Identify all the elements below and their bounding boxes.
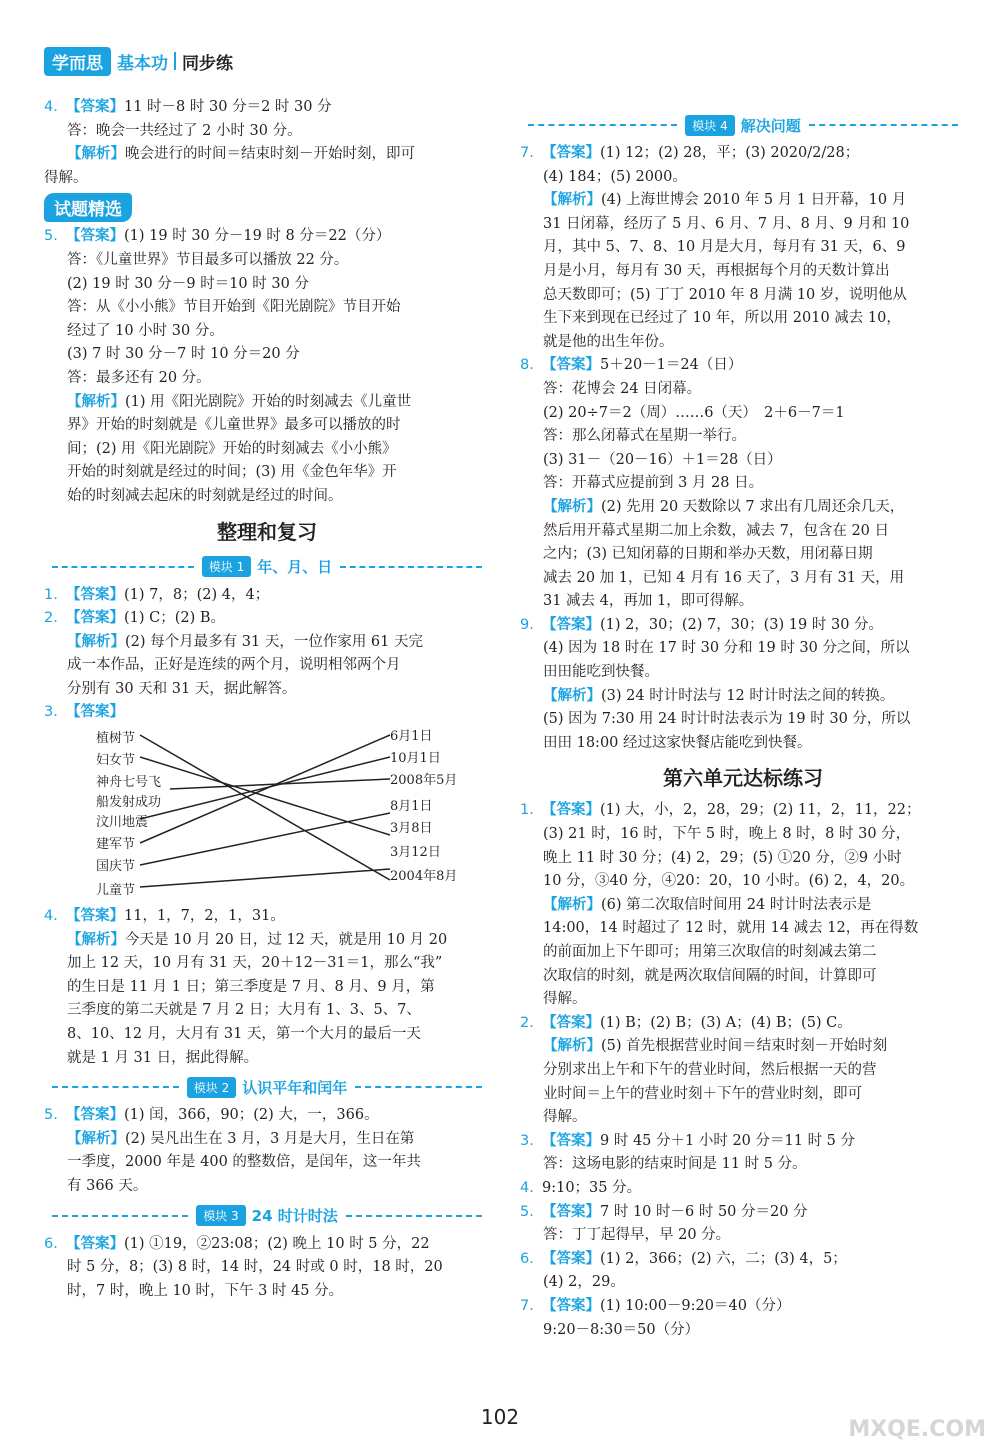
module-header (44, 1202, 490, 1230)
analysis-line: 业时间＝上午的营业时刻＋下午的营业时刻，即可 (543, 1085, 862, 1102)
module-header (520, 111, 966, 139)
answer-tag: 【答案】 (66, 99, 124, 115)
answer-tag: 【答案】 (542, 1297, 600, 1314)
question-number: 2. (44, 610, 58, 627)
analysis-line: 得解。 (543, 991, 587, 1008)
module-title: 年、月、日 (257, 558, 333, 576)
module-title: 24 时计时法 (251, 1207, 338, 1226)
analysis-tag: 【解析】 (543, 687, 601, 704)
answer-text: 9:10；35 分。 (542, 1179, 642, 1196)
match-left-item: 儿童节 (96, 883, 136, 899)
answer-line: 答：最多还有 20 分。 (67, 369, 211, 386)
answer-text: 11 时－8 时 30 分＝2 时 30 分 (124, 99, 332, 115)
answer-tag: 【答案】 (542, 1014, 600, 1031)
answer-line: 田田能吃到快餐。 (543, 664, 659, 681)
analysis-line: 分别有 30 天和 31 天，据此解答。 (67, 680, 297, 697)
answer-text: 11，1，7，2，1，31。 (124, 908, 285, 925)
divider (346, 1215, 482, 1217)
analysis-line: 月，其中 5、7、8、10 月是大月，每月有 31 天，6、9 (543, 239, 906, 256)
analysis-line (44, 1128, 490, 1152)
question-number: 8. (520, 357, 534, 374)
analysis-line (44, 391, 490, 415)
answer-line (520, 1130, 966, 1154)
answer-line (44, 607, 490, 631)
question-number: 4. (520, 1179, 534, 1196)
analysis-text: (6) 第二次取信时间用 24 时计时法表示是 (601, 896, 872, 913)
answer-line: (4) 2，29。 (543, 1274, 625, 1291)
analysis-text: (3) 24 时计时法与 12 时计时法之间的转换。 (601, 687, 895, 704)
analysis-line: 三季度的第二天就是 7 月 2 日；大月有 1、3、5、7、 (67, 1002, 421, 1019)
analysis-tag: 【解析】 (543, 498, 601, 515)
analysis-line: 就是他的出生年份。 (543, 333, 674, 350)
analysis-line: 总天数即可；(5) 丁丁 2010 年 8 月满 10 岁，说明他从 (543, 286, 907, 303)
divider (528, 124, 677, 126)
analysis-line: 之内；(3) 已知闭幕的日期和举办天数，用闭幕日期 (543, 546, 873, 563)
question-number: 7. (520, 145, 534, 161)
analysis-line: 然后用开幕式星期二加上余数，减去 7，包含在 20 日 (543, 522, 890, 539)
answer-tag: 【答案】 (542, 616, 600, 633)
answer-line (520, 1177, 966, 1201)
analysis-line: 31 日闭幕，经历了 5 月、6 月、7 月、8 月、9 月和 10 (543, 215, 910, 232)
analysis-line (44, 929, 490, 953)
answer-text: 9 时 45 分＋1 小时 20 分＝11 时 5 分 (600, 1132, 856, 1149)
answer-line: 答：丁丁起得早，早 20 分。 (543, 1227, 731, 1244)
answer-text: (1) 大，小，2，28，29；(2) 11，2，11，22； (600, 802, 921, 819)
question-number: 5. (44, 228, 58, 245)
module-header (44, 1073, 490, 1101)
answer-text: (1) 19 时 30 分－19 时 8 分＝22（分） (124, 228, 391, 245)
question-number: 7. (520, 1297, 534, 1314)
answer-line (44, 701, 490, 725)
answer-line: (2) 19 时 30 分－9 时＝10 时 30 分 (67, 275, 309, 292)
brand-series: 基本功 (117, 53, 168, 74)
analysis-line: 的生日是 11 月 1 日；第三季度是 7 月、8 月、9 月，第 (67, 978, 435, 995)
header-divider (174, 52, 176, 70)
module-badge: 模块 1 (202, 556, 251, 577)
module-title: 认识平年和闰年 (242, 1078, 348, 1097)
question-number: 3. (44, 704, 58, 721)
right-column (520, 108, 966, 1342)
analysis-line (44, 143, 490, 167)
analysis-line: 始的时刻减去起床的时刻就是经过的时间。 (67, 487, 343, 504)
answer-text: (1) B；(2) B；(3) A；(4) B；(5) C。 (600, 1014, 852, 1031)
analysis-text: (5) 首先根据营业时间＝结束时刻－开始时刻 (601, 1038, 888, 1055)
answer-text: (1) 12；(2) 28，平；(3) 2020/2/28； (600, 145, 860, 161)
analysis-line: 得解。 (543, 1109, 587, 1126)
question-number: 4. (44, 908, 58, 925)
answer-tag: 【答案】 (66, 610, 124, 627)
answer-line: 答：从《小小熊》节目开始到《阳光剧院》节目开始 (67, 299, 401, 316)
answer-tag: 【答案】 (542, 357, 600, 374)
match-left-item: 妇女节 (96, 753, 136, 769)
match-left-item: 船发射成功 (96, 795, 162, 811)
answer-line: 10 分，③40 分，④20：20，10 小时。(6) 2，4，20。 (543, 873, 915, 890)
answer-line (520, 1295, 966, 1319)
analysis-line: 界》开始的时刻就是《儿童世界》最多可以播放的时 (67, 417, 401, 434)
answer-line (44, 584, 490, 608)
answer-text: (1) C；(2) B。 (124, 610, 226, 627)
page-header (44, 48, 233, 74)
analysis-line: 一季度，2000 年是 400 的整数倍，是闰年，这一年共 (67, 1154, 421, 1171)
module-header (44, 553, 490, 581)
answer-line (520, 1248, 966, 1272)
match-line (140, 757, 390, 835)
answer-tag: 【答案】 (542, 1250, 600, 1267)
analysis-line: 田田 18:00 经过这家快餐店能吃到快餐。 (543, 734, 812, 751)
answer-line (520, 614, 966, 638)
answer-line (44, 96, 490, 120)
answer-line: 时，7 时，晚上 10 时，下午 3 时 45 分。 (67, 1282, 344, 1299)
answer-line: 经过了 10 小时 30 分。 (67, 322, 224, 339)
match-left-item: 建军节 (96, 837, 136, 853)
matching-diagram (44, 725, 490, 905)
answer-line: 答：这场电影的结束时间是 11 时 5 分。 (543, 1156, 807, 1173)
analysis-tag: 【解析】 (543, 192, 601, 209)
book-type: 同步练 (182, 53, 233, 74)
analysis-line: 8、10、12 月，大月有 31 天，第一个大月的最后一天 (67, 1026, 421, 1043)
answer-tag: 【答案】 (66, 586, 124, 603)
match-line (140, 813, 390, 865)
analysis-line: 的前面加上下午即可；用第三次取信的时刻减去第二 (543, 944, 877, 960)
analysis-tag: 【解析】 (67, 633, 125, 650)
answer-line (520, 142, 966, 166)
analysis-line: 月是小月，每月有 30 天，再根据每个月的天数计算出 (543, 262, 890, 279)
match-left-item: 植树节 (96, 731, 136, 747)
match-line (140, 735, 390, 880)
section-title: 第六单元达标练习 (663, 766, 823, 791)
analysis-text: 今天是 10 月 20 日，过 12 天，就是用 10 月 20 (125, 931, 448, 948)
answer-line (44, 905, 490, 929)
answer-line: 答：晚会一共经过了 2 小时 30 分。 (67, 122, 302, 139)
divider (52, 566, 194, 568)
answer-tag: 【答案】 (66, 228, 124, 245)
answer-line: (3) 7 时 30 分－7 时 10 分＝20 分 (67, 346, 300, 363)
page-number: 102 (480, 1405, 520, 1429)
match-line (140, 869, 390, 887)
analysis-tag: 【解析】 (67, 1130, 125, 1147)
answer-tag: 【答案】 (542, 145, 600, 161)
module-title: 解决问题 (740, 116, 801, 135)
answer-text: (1) 10:00－9:20＝40（分） (600, 1297, 791, 1314)
analysis-line: 有 366 天。 (67, 1178, 148, 1194)
analysis-line: 间；(2) 用《阳光剧院》开始的时刻减去《小小熊》 (67, 440, 397, 457)
answer-tag: 【答案】 (66, 908, 124, 925)
analysis-line: 成一本作品，正好是连续的两个月，说明相邻两个月 (67, 657, 401, 674)
question-number: 6. (520, 1250, 534, 1267)
analysis-tag: 【解析】 (67, 931, 125, 948)
module-badge: 模块 3 (196, 1205, 245, 1226)
analysis-tag: 【解析】 (543, 1038, 601, 1055)
analysis-line: 14:00，14 时超过了 12 时，就用 14 减去 12，再在得数 (543, 920, 919, 937)
answer-tag: 【答案】 (542, 802, 600, 819)
match-right-item: 2004年8月 (390, 869, 458, 885)
answer-line: (4) 184；(5) 2000。 (543, 168, 687, 185)
match-left-item: 神舟七号飞 (96, 775, 162, 791)
analysis-line: 加上 12 天，10 月有 31 天，20＋12－31＝1，那么“我” (67, 955, 443, 972)
question-number: 1. (520, 802, 534, 819)
divider (52, 1086, 179, 1088)
answer-line: 答：《儿童世界》节目最多可以播放 22 分。 (67, 251, 349, 268)
brand-logo: 学而思 (44, 47, 111, 76)
analysis-line: 次取信的时刻，就是两次取信间隔的时间，计算即可 (543, 967, 877, 984)
match-left-item: 国庆节 (96, 859, 136, 875)
answer-line (44, 1233, 490, 1257)
divider (340, 566, 482, 568)
analysis-line (44, 631, 490, 655)
answer-text: (1) 7，8；(2) 4，4； (124, 586, 270, 603)
answer-line: 答：花博会 24 日闭幕。 (543, 380, 702, 397)
left-column (44, 96, 490, 1303)
analysis-line: 减去 20 加 1，已知 4 月有 16 天了，3 月有 31 天，用 (543, 569, 905, 586)
analysis-line (520, 189, 966, 213)
answer-line (520, 1201, 966, 1225)
analysis-line (520, 894, 966, 918)
answer-tag: 【答案】 (542, 1132, 600, 1149)
watermark: MXQE.COM (848, 1417, 986, 1442)
answer-line: 晚上 11 时 30 分；(4) 2，29；(5) ①20 分，②9 小时 (543, 849, 902, 866)
analysis-line: 得解。 (44, 169, 88, 186)
analysis-tag: 【解析】 (67, 146, 125, 163)
analysis-tag: 【解析】 (67, 393, 125, 410)
section-banner: 试题精选 (44, 193, 132, 222)
answer-text: (1) 2，30；(2) 7，30；(3) 19 时 30 分。 (600, 616, 884, 633)
analysis-text: (2) 每个月最多有 31 天，一位作家用 61 天完 (125, 633, 423, 650)
question-number: 1. (44, 586, 58, 603)
analysis-text: 晚会进行的时间＝结束时刻－开始时刻，即可 (125, 146, 415, 163)
answer-line (520, 1012, 966, 1036)
question-number: 5. (44, 1107, 58, 1124)
question-number: 4. (44, 99, 58, 115)
analysis-line: 开始的时刻就是经过的时间；(3) 用《金色年华》开 (67, 464, 397, 481)
analysis-text: (2) 吴凡出生在 3 月，3 月是大月，生日在第 (125, 1130, 415, 1147)
answer-text: (1) 2，366；(2) 六，二；(3) 4，5； (600, 1250, 847, 1267)
module-badge: 模块 2 (187, 1077, 236, 1098)
module-badge: 模块 4 (685, 115, 734, 136)
answer-text: (1) ①19，②23:08；(2) 晚上 10 时 5 分，22 (124, 1235, 430, 1252)
divider (355, 1086, 482, 1088)
divider (52, 1215, 188, 1217)
match-right-item: 3月12日 (390, 845, 441, 861)
answer-line (44, 225, 490, 249)
answer-text: 7 时 10 时－6 时 50 分＝20 分 (600, 1203, 808, 1220)
analysis-tag: 【解析】 (543, 896, 601, 913)
answer-tag: 【答案】 (66, 1107, 124, 1124)
divider (809, 124, 958, 126)
answer-line (520, 799, 966, 823)
match-right-item: 10月1日 (390, 751, 441, 767)
question-number: 2. (520, 1014, 534, 1031)
analysis-line (520, 1035, 966, 1059)
analysis-text: (4) 上海世博会 2010 年 5 月 1 日开幕，10 月 (601, 192, 907, 209)
analysis-line (520, 685, 966, 709)
match-right-item: 6月1日 (390, 729, 433, 745)
answer-line: 答：开幕式应提前到 3 月 28 日。 (543, 475, 764, 492)
answer-line (44, 1104, 490, 1128)
answer-line: (3) 31－（20－16）＋1＝28（日） (543, 451, 782, 468)
analysis-line: 分别求出上午和下午的营业时间，然后根据一天的营 (543, 1061, 877, 1078)
question-number: 5. (520, 1203, 534, 1220)
analysis-text: (2) 先用 20 天数除以 7 求出有几周还余几天， (601, 498, 905, 515)
analysis-line: (5) 因为 7:30 用 24 时计时法表示为 19 时 30 分，所以 (543, 711, 911, 728)
answer-line (520, 354, 966, 378)
analysis-line (520, 496, 966, 520)
answer-tag: 【答案】 (542, 1203, 600, 1220)
match-right-item: 2008年5月 (390, 773, 458, 789)
answer-line: 时 5 分，8；(3) 8 时，14 时，24 时或 0 时，18 时，20 (67, 1259, 443, 1276)
analysis-text: (1) 用《阳光剧院》开始的时刻减去《儿童世 (125, 393, 412, 410)
question-number: 3. (520, 1132, 534, 1149)
answer-tag: 【答案】 (66, 704, 124, 721)
answer-text: (1) 闰，366，90；(2) 大，一，366。 (124, 1107, 379, 1124)
analysis-line: 就是 1 月 31 日，据此得解。 (67, 1049, 259, 1066)
question-number: 9. (520, 616, 534, 633)
section-title: 整理和复习 (217, 519, 317, 544)
analysis-line: 31 减去 4，再加 1，即可得解。 (543, 593, 754, 610)
match-right-item: 3月8日 (390, 821, 433, 837)
question-number: 6. (44, 1235, 58, 1252)
answer-line: (2) 20÷7＝2（周）……6（天） 2＋6－7＝1 (543, 404, 845, 421)
answer-line: 答：那么闭幕式在星期一举行。 (543, 428, 746, 445)
answer-line: (3) 21 时，16 时，下午 5 时，晚上 8 时，8 时 30 分， (543, 826, 911, 843)
answer-text: 5＋20－1＝24（日） (600, 357, 743, 374)
match-right-item: 8月1日 (390, 799, 433, 815)
answer-line: (4) 因为 18 时在 17 时 30 分和 19 时 30 分之间，所以 (543, 640, 910, 657)
match-left-item: 汶川地震 (96, 815, 149, 831)
answer-tag: 【答案】 (66, 1235, 124, 1252)
answer-line: 9:20－8:30＝50（分） (543, 1321, 700, 1338)
analysis-line: 生下来到现在已经过了 10 年，所以用 2010 减去 10， (543, 310, 901, 327)
